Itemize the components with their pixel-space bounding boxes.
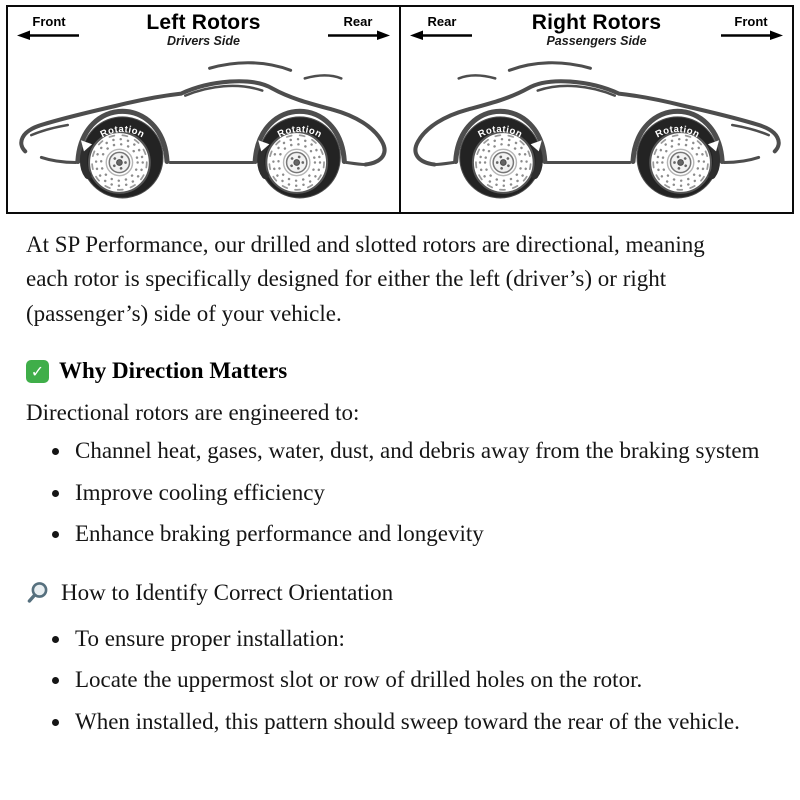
bullet-item: • Channel heat, gases, water, dust, and debris away from the braking system: [72, 434, 774, 469]
why-direction-list: [26, 434, 774, 552]
left-car-illustration: [11, 48, 396, 210]
right-rotors-panel: [399, 7, 792, 212]
direction-text: Rear: [427, 14, 457, 29]
panel-title: Right Rotors: [531, 11, 662, 34]
arrow-left-icon: [17, 30, 81, 40]
left-panel-titles: [146, 12, 260, 48]
bullet-item: • Enhance braking performance and longevity: [72, 517, 774, 552]
article-body: [0, 228, 800, 790]
engineered-lead: Directional rotors are engineered to:: [26, 400, 360, 426]
orientation-list: [26, 622, 774, 740]
why-direction-heading: [26, 358, 774, 384]
magnifier-icon: [26, 580, 51, 605]
bullet-item: • When installed, this pattern should sweep toward the rear of the vehicle.: [72, 705, 774, 740]
heading-text: How to Identify Correct Orientation: [61, 579, 394, 605]
rotation-label: Rotation: [476, 124, 525, 141]
rotation-label: Rotation: [275, 124, 324, 141]
rear-direction-label: [326, 12, 390, 40]
direction-text: Front: [32, 14, 66, 29]
left-rotors-panel: [8, 7, 399, 212]
panel-title: Left Rotors: [146, 11, 261, 34]
rear-direction-label: [410, 12, 474, 40]
bullet-item: • Locate the uppermost slot or row of drilled holes on the rotor.: [72, 663, 774, 698]
rotation-label: Rotation: [653, 124, 702, 141]
right-panel-titles: [532, 12, 662, 48]
panel-subtitle: Passengers Side: [546, 34, 647, 49]
bullet-item: • Improve cooling efficiency: [72, 476, 774, 511]
direction-text: Front: [734, 14, 768, 29]
panel-subtitle: Drivers Side: [167, 34, 240, 49]
car-line-art-mirrored: [415, 63, 778, 198]
left-panel-header: [11, 10, 396, 48]
car-line-art: [21, 63, 384, 198]
direction-text: Rear: [343, 14, 373, 29]
front-direction-label: [719, 12, 783, 40]
front-direction-label: [17, 12, 81, 40]
orientation-heading: [26, 580, 774, 606]
arrow-right-icon: [719, 30, 783, 40]
rotation-label: Rotation: [98, 124, 147, 141]
arrow-left-icon: [410, 30, 474, 40]
rotor-direction-diagram: [6, 5, 794, 214]
right-car-illustration: [404, 48, 789, 210]
bullet-item: • To ensure proper installation:: [72, 622, 774, 657]
intro-paragraph: At SP Performance, our drilled and slotted rotors are directional, meaning each rotor is specifically designed for either the left (driver’s) or right (passenger’s) side of your vehicle.: [26, 231, 705, 327]
arrow-right-icon: [326, 30, 390, 40]
heading-text: Why Direction Matters: [59, 358, 288, 384]
right-panel-header: [404, 10, 789, 48]
check-icon: ✓: [26, 360, 49, 383]
